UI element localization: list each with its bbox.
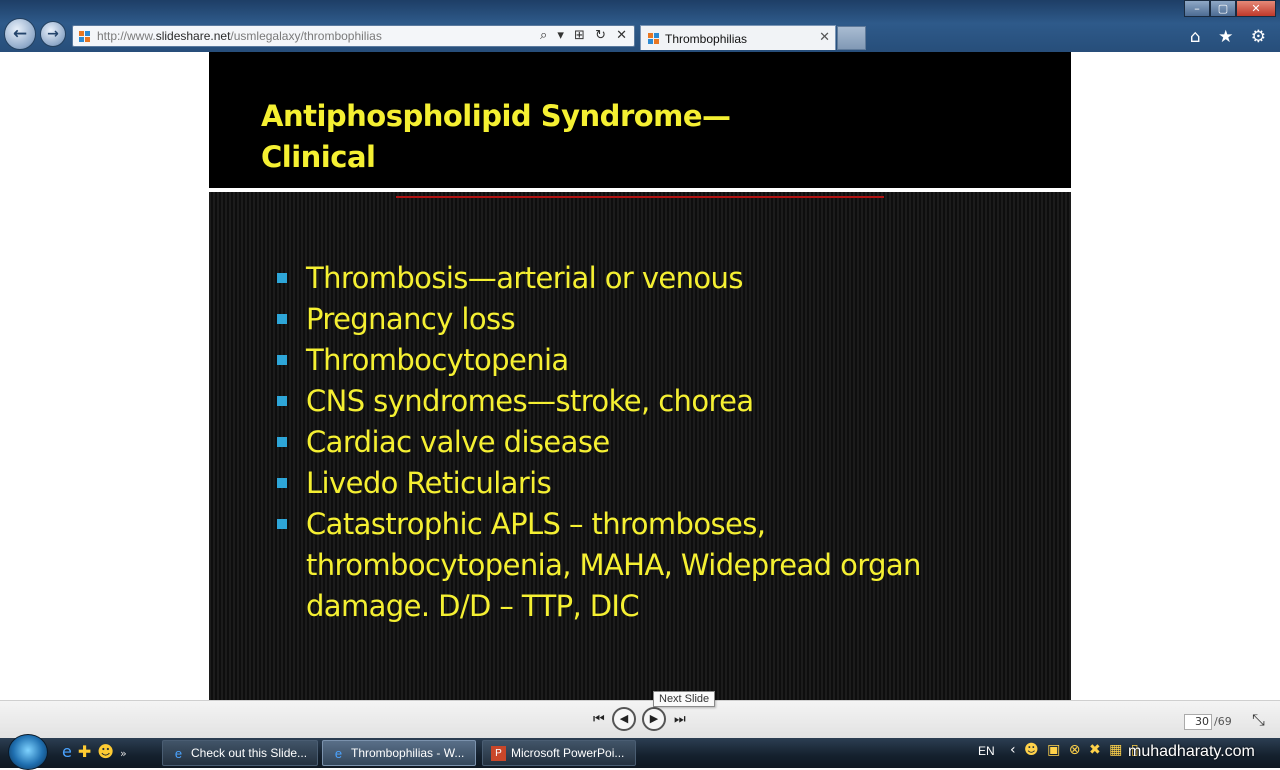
slide-body [209,192,1071,700]
taskbar-item-label: Thrombophilias - W... [351,746,465,760]
smiley-icon[interactable]: ☻ [97,742,120,761]
tab-title: Thrombophilias [665,32,748,46]
bullet-square-icon [277,478,287,488]
tab-thrombophilias[interactable] [640,25,836,50]
bullet-square-icon [277,273,287,283]
window-controls [1184,0,1276,17]
slideshow-controls [0,700,1280,738]
system-tray-icons[interactable]: ‹ ☻ ▣ ⊗ ✖ ▦ ▯ [1010,742,1141,758]
language-indicator[interactable]: EN [978,744,995,758]
app-icon[interactable]: ✚ [77,742,98,761]
bullet-list [277,258,977,627]
next-slide-button[interactable]: ▶ [642,707,666,731]
ie-icon: e [334,746,343,761]
powerpoint-icon: P [491,746,506,761]
bullet-item: Livedo Reticularis [277,463,977,504]
taskbar-item-powerpoint[interactable] [482,740,636,766]
start-button[interactable] [8,734,48,770]
bullet-square-icon [277,396,287,406]
bullet-square-icon [277,519,287,529]
slide-title [261,96,731,178]
slide-title-band [209,52,1071,188]
bullet-item: Catastrophic APLS – thromboses, thrombocytopenia, MAHA, Widepread organ damage. D/D – TTP, DIC [277,504,977,627]
minimize-button[interactable]: – [1184,0,1210,17]
tab-close-icon[interactable]: ✕ [819,30,830,45]
watermark: muhadharaty.com [1128,743,1255,760]
previous-slide-button[interactable]: ◀ [612,707,636,731]
site-favicon-icon [78,30,91,43]
bullet-square-icon [277,437,287,447]
taskbar-item-label: Microsoft PowerPoi... [511,746,625,760]
new-tab-button[interactable] [837,26,866,50]
slide-title-line1: Antiphospholipid Syndrome— [261,99,731,133]
address-tools-icons[interactable]: ⌕ ▾ ⊞ ↻ ✕ [539,28,630,43]
ie-icon: e [174,746,183,761]
close-window-button[interactable]: ✕ [1236,0,1276,17]
page-total: /69 [1214,715,1232,728]
slide-title-line2: Clinical [261,140,376,174]
quick-launch-more-icon[interactable]: » [119,747,133,760]
slide-viewer [209,52,1071,700]
last-slide-icon[interactable]: ⏭ [674,712,686,727]
bullet-item: Pregnancy loss [277,299,977,340]
bullet-item: Cardiac valve disease [277,422,977,463]
taskbar-item-thrombophilias[interactable] [322,740,476,766]
browser-chrome [0,0,1280,52]
address-url: http://www.slideshare.net/usmlegalaxy/thrombophilias [97,29,382,43]
bullet-item: CNS syndromes—stroke, chorea [277,381,977,422]
taskbar-item-label: Check out this Slide... [191,746,308,760]
home-favorites-settings-icons[interactable]: ⌂ ★ ⚙ [1189,27,1272,47]
red-accent-line [396,196,884,198]
ie-icon[interactable]: e [62,742,78,761]
taskbar-item-check-out[interactable] [162,740,318,766]
address-bar[interactable] [72,25,635,47]
forward-button[interactable]: → [40,21,66,47]
fullscreen-icon[interactable]: ⤡ [1252,710,1265,729]
taskbar [0,738,1280,768]
back-button[interactable]: ← [4,18,36,50]
maximize-button[interactable]: ▢ [1210,0,1236,17]
bullet-square-icon [277,355,287,365]
tab-favicon-icon [647,32,660,45]
bullet-square-icon [277,314,287,324]
page-number-input[interactable]: 30 [1184,714,1212,730]
bullet-item: Thrombocytopenia [277,340,977,381]
quick-launch [62,742,133,761]
bullet-item: Thrombosis—arterial or venous [277,258,977,299]
next-slide-tooltip: Next Slide [653,691,715,707]
first-slide-icon[interactable]: ⏮ [593,712,605,727]
